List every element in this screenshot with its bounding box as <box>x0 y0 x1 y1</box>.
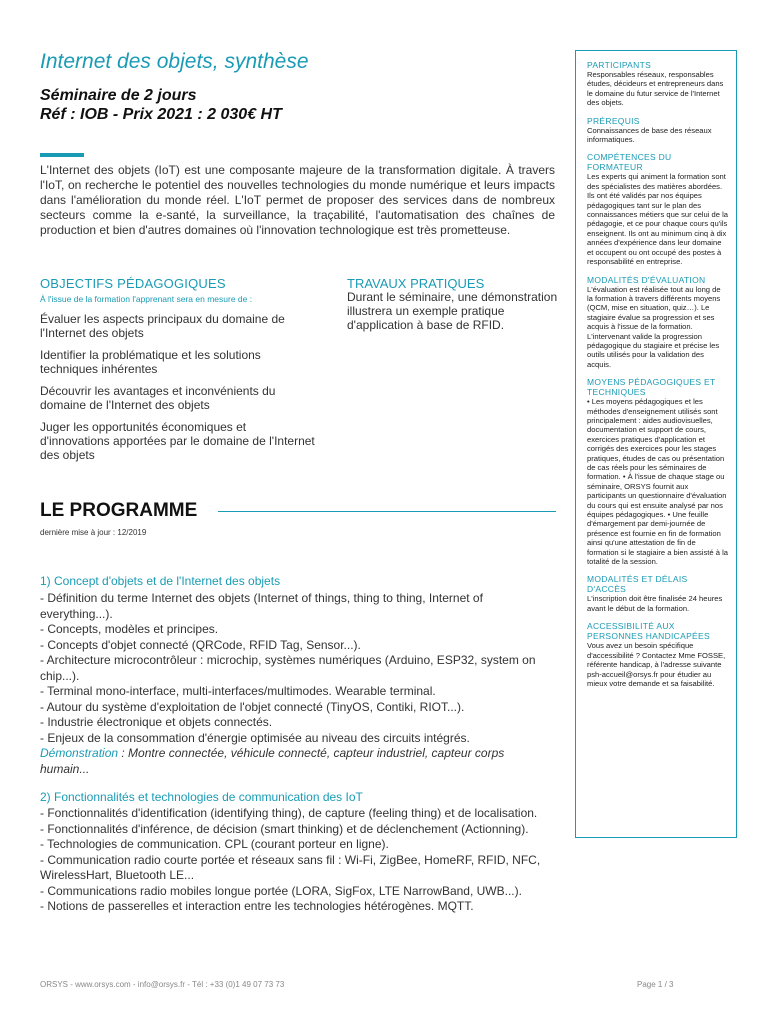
objective-item: Juger les opportunités économiques et d'innovations apportées par le domaine de l'Internet des objets <box>40 420 315 462</box>
practical-text: Durant le séminaire, une démonstration illustrera un exemple pratique d'application à base de RFID. <box>347 290 558 332</box>
footer-contact: ORSYS - www.orsys.com - info@orsys.fr - Tél : +33 (0)1 49 07 73 73 <box>40 980 285 989</box>
course-info-sidebar <box>575 50 737 838</box>
sidebar-text: Les experts qui animent la formation sont des spécialistes des matières abordées. Ils ont été validés par nos équipes pédagogiques tant sur le plan des connaissances métiers que sur celui de la pédagogie, et ce pour chaque cours qu'ils enseignent. Ils ont au minimum cinq à dix années d'expérience dans leur domaine et occupent ou ont occupé des postes à responsabilité en entreprise. <box>587 172 728 267</box>
demonstration-text: : Montre connectée, véhicule connecté, capteur industriel, capteur corps humain... <box>40 746 505 776</box>
section-1-list <box>40 591 555 777</box>
intro-paragraph: L'Internet des objets (IoT) est une composante majeure de la transformation digitale. À travers l'IoT, on recherche le potentiel des nouvelles technologies du monde numérique et leurs impacts dans l'amélioration du monde réel. L'IoT permet de proposer des services dans de nombreux secteurs comme la e-santé, la surveillance, la traçabilité, l'automatisation des chaînes de production et bien d'autres domaines où l'innovation technologique est très prometteuse. <box>40 163 555 237</box>
list-item: - Notions de passerelles et interaction entre les technologies hétérogènes. MQTT. <box>40 899 474 913</box>
sidebar-heading: ACCESSIBILITÉ AUX PERSONNES HANDICAPÉES <box>587 621 710 642</box>
sidebar-text: L'inscription doit être finalisée 24 heures avant le début de la formation. <box>587 594 723 613</box>
list-item: - Concepts, modèles et principes. <box>40 622 219 636</box>
page-title: Internet des objets, synthèse <box>40 50 309 73</box>
sidebar-text: L'évaluation est réalisée tout au long de la formation à travers différents moyens (QCM, mise en situation, quiz…). Le stagiaire évalue sa progression et ses acquis à l'issue de la formation. L'intervenant valide la progression pédagogique du stagiaire et précise les outils utilisés pour la validation des acquis. <box>587 284 721 369</box>
programme-heading: LE PROGRAMME <box>40 500 198 521</box>
list-item: - Industrie électronique et objets connectés. <box>40 715 273 729</box>
list-item: - Définition du terme Internet des objets (Internet of things, thing to thing, Internet of everything...). <box>40 591 483 621</box>
section-2-heading: 2) Fonctionnalités et technologies de communication des IoT <box>40 790 363 804</box>
list-item: - Architecture microcontrôleur : microchip, systèmes numériques (Arduino, ESP32, system on chip...). <box>40 653 536 683</box>
sidebar-section-participants <box>587 60 728 108</box>
list-item: - Communication radio courte portée et réseaux sans fil : Wi-Fi, ZigBee, HomeRF, RFID, NFC, WirelessHart, Bluetooth LE... <box>40 852 541 882</box>
sidebar-section-trainer-skills <box>587 152 728 266</box>
list-item: - Communications radio mobiles longue portée (LORA, SigFox, LTE NarrowBand, UWB...). <box>40 883 522 898</box>
objectives-list <box>40 312 315 470</box>
sidebar-heading: MODALITÉS ET DÉLAIS D'ACCÈS <box>587 574 688 595</box>
sidebar-heading: PRÉREQUIS <box>587 115 640 126</box>
section-2-list <box>40 806 555 915</box>
sidebar-text: Connaissances de base des réseaux informatiques. <box>587 125 712 145</box>
sidebar-heading: PARTICIPANTS <box>587 60 652 70</box>
last-update: dernière mise à jour : 12/2019 <box>40 528 147 537</box>
objectives-subtitle: À l'issue de la formation l'apprenant sera en mesure de : <box>40 294 253 304</box>
sidebar-section-access <box>587 574 728 613</box>
sidebar-heading: MODALITÉS D'ÉVALUATION <box>587 274 706 285</box>
objectives-heading: OBJECTIFS PÉDAGOGIQUES <box>40 276 226 291</box>
sidebar-section-prerequisites <box>587 116 728 145</box>
list-item: - Technologies de communication. CPL (courant porteur en ligne). <box>40 837 389 851</box>
objective-item: Évaluer les aspects principaux du domaine de l'Internet des objets <box>40 312 285 340</box>
sidebar-section-teaching-means <box>587 377 728 566</box>
page-number: Page 1 / 3 <box>637 980 674 989</box>
list-item: - Terminal mono-interface, multi-interfaces/multimodes. Wearable terminal. <box>40 684 436 698</box>
accent-bar <box>40 153 84 157</box>
course-info <box>40 86 282 124</box>
demonstration-note <box>40 746 555 777</box>
list-item: - Fonctionnalités d'inférence, de décision (smart thinking) et de déclenchement (Actionning). <box>40 821 529 836</box>
list-item: - Concepts d'objet connecté (QRCode, RFID Tag, Sensor...). <box>40 637 361 652</box>
course-reference-price: Réf : IOB - Prix 2021 : 2 030€ HT <box>40 106 282 123</box>
list-item: - Enjeux de la consommation d'énergie optimisée au niveau des circuits intégrés. <box>40 730 470 745</box>
list-item: - Autour du système d'exploitation de l'objet connecté (TinyOS, Contiki, RIOT...). <box>40 699 465 714</box>
objective-item: Découvrir les avantages et inconvénients du domaine de l'Internet des objets <box>40 384 276 412</box>
sidebar-text: Vous avez un besoin spécifique d'accessibilité ? Contactez Mme FOSSE, référente handicap, à l'adresse suivante psh-accueil@orsys.fr pour étudier au mieux votre demande et sa faisabilité. <box>587 641 726 688</box>
course-duration: Séminaire de 2 jours <box>40 87 197 104</box>
sidebar-heading: MOYENS PÉDAGOGIQUES ET TECHNIQUES <box>587 377 716 398</box>
demonstration-label: Démonstration <box>40 746 119 760</box>
sidebar-heading: COMPÉTENCES DU FORMATEUR <box>587 152 672 173</box>
sidebar-text: • Les moyens pédagogiques et les méthodes d'enseignement utilisés sont principalement : aides audiovisuelles, documentation et support de cours, exercices pratiques d'application et corrigés des exercices pour les stages pratiques, études de cas ou présentation de cas réels pour les séminaires de formation. • À l'issue de chaque stage ou séminaire, ORSYS fournit aux participants un questionnaire d'évaluation du cours qui est ensuite analysé par nos équipes pédagogiques. • Une feuille d'émargement par demi-journée de présence est fournie en fin de formation ainsi qu'une attestation de fin de formation si le stagiaire a bien assisté à la totalité de la session. <box>587 397 728 567</box>
sidebar-section-accessibility <box>587 621 728 688</box>
sidebar-section-evaluation <box>587 275 728 370</box>
sidebar-text: Responsables réseaux, responsables études, décideurs et entrepreneurs dans le domaine du futur service de l'Internet des objets. <box>587 70 724 108</box>
programme-divider <box>218 511 556 512</box>
practical-heading: TRAVAUX PRATIQUES <box>347 276 485 291</box>
section-1-heading: 1) Concept d'objets et de l'Internet des objets <box>40 574 281 588</box>
list-item: - Fonctionnalités d'identification (identifying thing), de capture (feeling thing) et de localisation. <box>40 806 538 820</box>
objective-item: Identifier la problématique et les solutions techniques inhérentes <box>40 348 261 376</box>
